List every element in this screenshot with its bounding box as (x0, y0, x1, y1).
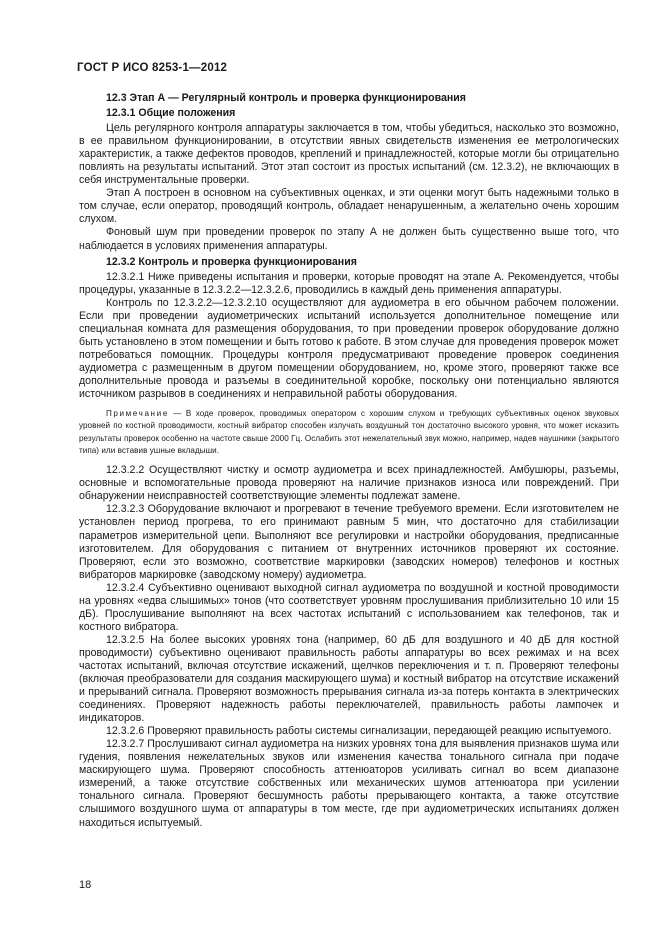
note-text: — В ходе проверок, проводимых оператором с хорошим слухом и требующих субъективных оценок звуковых уровней по костной проводимости, костный вибратор способен излучать воздушный тон достаточно высокого уровня, что может исказить результаты проверок особенно на частоте свыше 2000 Гц. Ослабить этот нежелательный звук можно, например, надев наушники (закрытого типа) или вставив ушные вкладыши. (79, 409, 619, 455)
paragraph: 12.3.2.3 Оборудование включают и прогревают в течение требуемого времени. Если изготовителем не установлен период прогрева, то его принимают равным 5 мин, что достаточно для стабилизации параметров измерительной цепи. Выполняют все регулировки и настройки оборудования, предписанные изготовителем. Для оборудования с питанием от внутренних источников проверяют их состояние. Проверяют, если это возможно, соответствие маркировки (заводских номеров) телефонов и костных вибраторов маркировке (заводскому номеру) аудиометра. (79, 503, 619, 581)
paragraph: 12.3.2.7 Прослушивают сигнал аудиометра на низких уровнях тона для выявления признаков шума или гудения, появления нежелательных звуков или изменения качества тонального сигнала при подаче маскирующего шума. Проверяют способность аттенюаторов усиливать сигнал во всем диапазоне измерений, а также отсутствие собственных или механических шумов аттенюатора при усилении тонального сигнала. Проверяют бесшумность работы прерывающего контакта, а также отсутствие слышимого воздушного шума от аппаратуры в том месте, где при аудиометрических испытаниях должен находиться испытуемый. (79, 738, 619, 829)
paragraph: Фоновый шум при проведении проверок по этапу А не должен быть существенно выше того, что наблюдается в условиях применения аппаратуры. (79, 226, 619, 252)
paragraph: 12.3.2.5 На более высоких уровнях тона (например, 60 дБ для воздушного и 40 дБ для костной проводимости) субъективно оценивают правильность работы аппаратуры во всех режимах и на всех частотах испытаний, включая отсутствие искажений, щелчков переключения и т. п. Проверяют телефоны (включая преобразователи для создания маскирующего шума) и костный вибратор на отсутствие искажений и прерываний сигнала. Проверяют возможность прерывания сигнала из-за потерь контакта в электрических соединениях. Проверяют надежность работы переключателей, правильность работы лампочек и индикаторов. (79, 633, 619, 725)
note-label: Примечание (106, 409, 169, 419)
paragraph: Этап А построен в основном на субъективных оценках, и эти оценки могут быть надежными только в том случае, если оператор, проводящий контроль, обладает ненарушенным, а желательно очень хорошим слухом. (79, 187, 619, 226)
section-12-3-title: 12.3 Этап А — Регулярный контроль и проверка функционирования (106, 92, 466, 104)
document-body (79, 92, 619, 830)
page-number: 18 (79, 879, 92, 891)
document-header: ГОСТ Р ИСО 8253-1—2012 (77, 62, 228, 74)
note (79, 408, 619, 457)
section-12-3-1-title: 12.3.1 Общие положения (106, 107, 236, 120)
paragraph: 12.3.2.1 Ниже приведены испытания и проверки, которые проводят на этапе А. Рекомендуется, чтобы процедуры, указанные в 12.3.2.2—12.3.2.6, проводились в каждый день применения аппаратуры. (79, 270, 619, 296)
paragraph: 12.3.2.6 Проверяют правильность работы системы сигнализации, передающей реакцию испытуемого. (106, 725, 612, 738)
section-12-3-2-title: 12.3.2 Контроль и проверка функционирования (106, 255, 357, 268)
paragraph: Цель регулярного контроля аппаратуры заключается в том, чтобы убедиться, насколько это возможно, в ее правильном функционировании, в отсутствии явных свидетельств изменения ее метрологических характеристик, а также дефектов проводов, креплений и принадлежностей, которые могли бы отрицательно повлиять на результаты испытаний. Этот этап состоит из простых испытаний (см. 12.3.2), не включающих в себя инструментальные проверки. (79, 122, 619, 187)
paragraph: Контроль по 12.3.2.2—12.3.2.10 осуществляют для аудиометра в его обычном рабочем положении. Если при проведении аудиометрических испытаний используется дополнительное помещение или специальная комната для размещения оборудования, то при проведении проверок оборудование должно быть установлено в этом помещении и быть готово к работе. В этом случае для проведения проверок может потребоваться помощник. Процедуры контроля предусматривают проведение проверок соединения аудиометра с размещенным в другом помещении оборудованием, но, кроме этого, проверяют также все дополнительные провода и разъемы в соединительной коробке, поскольку они потенциально являются источником разрывов в соединениях и неправильной работы оборудования. (79, 296, 619, 401)
paragraph: 12.3.2.2 Осуществляют чистку и осмотр аудиометра и всех принадлежностей. Амбушюры, разъемы, основные и вспомогательные провода проверяют на наличие признаков износа или повреждений. При обнаружении неисправностей соответствующие элементы подлежат замене. (79, 464, 619, 503)
paragraph: 12.3.2.4 Субъективно оценивают выходной сигнал аудиометра по воздушной и костной проводимости на уровнях «едва слышимых» тонов (что соответствует уровням прослушивания приблизительно 10 или 15 дБ). Прослушивание выполняют на всех частотах испытаний с использованием как телефонов, так и костного вибратора. (79, 581, 619, 633)
